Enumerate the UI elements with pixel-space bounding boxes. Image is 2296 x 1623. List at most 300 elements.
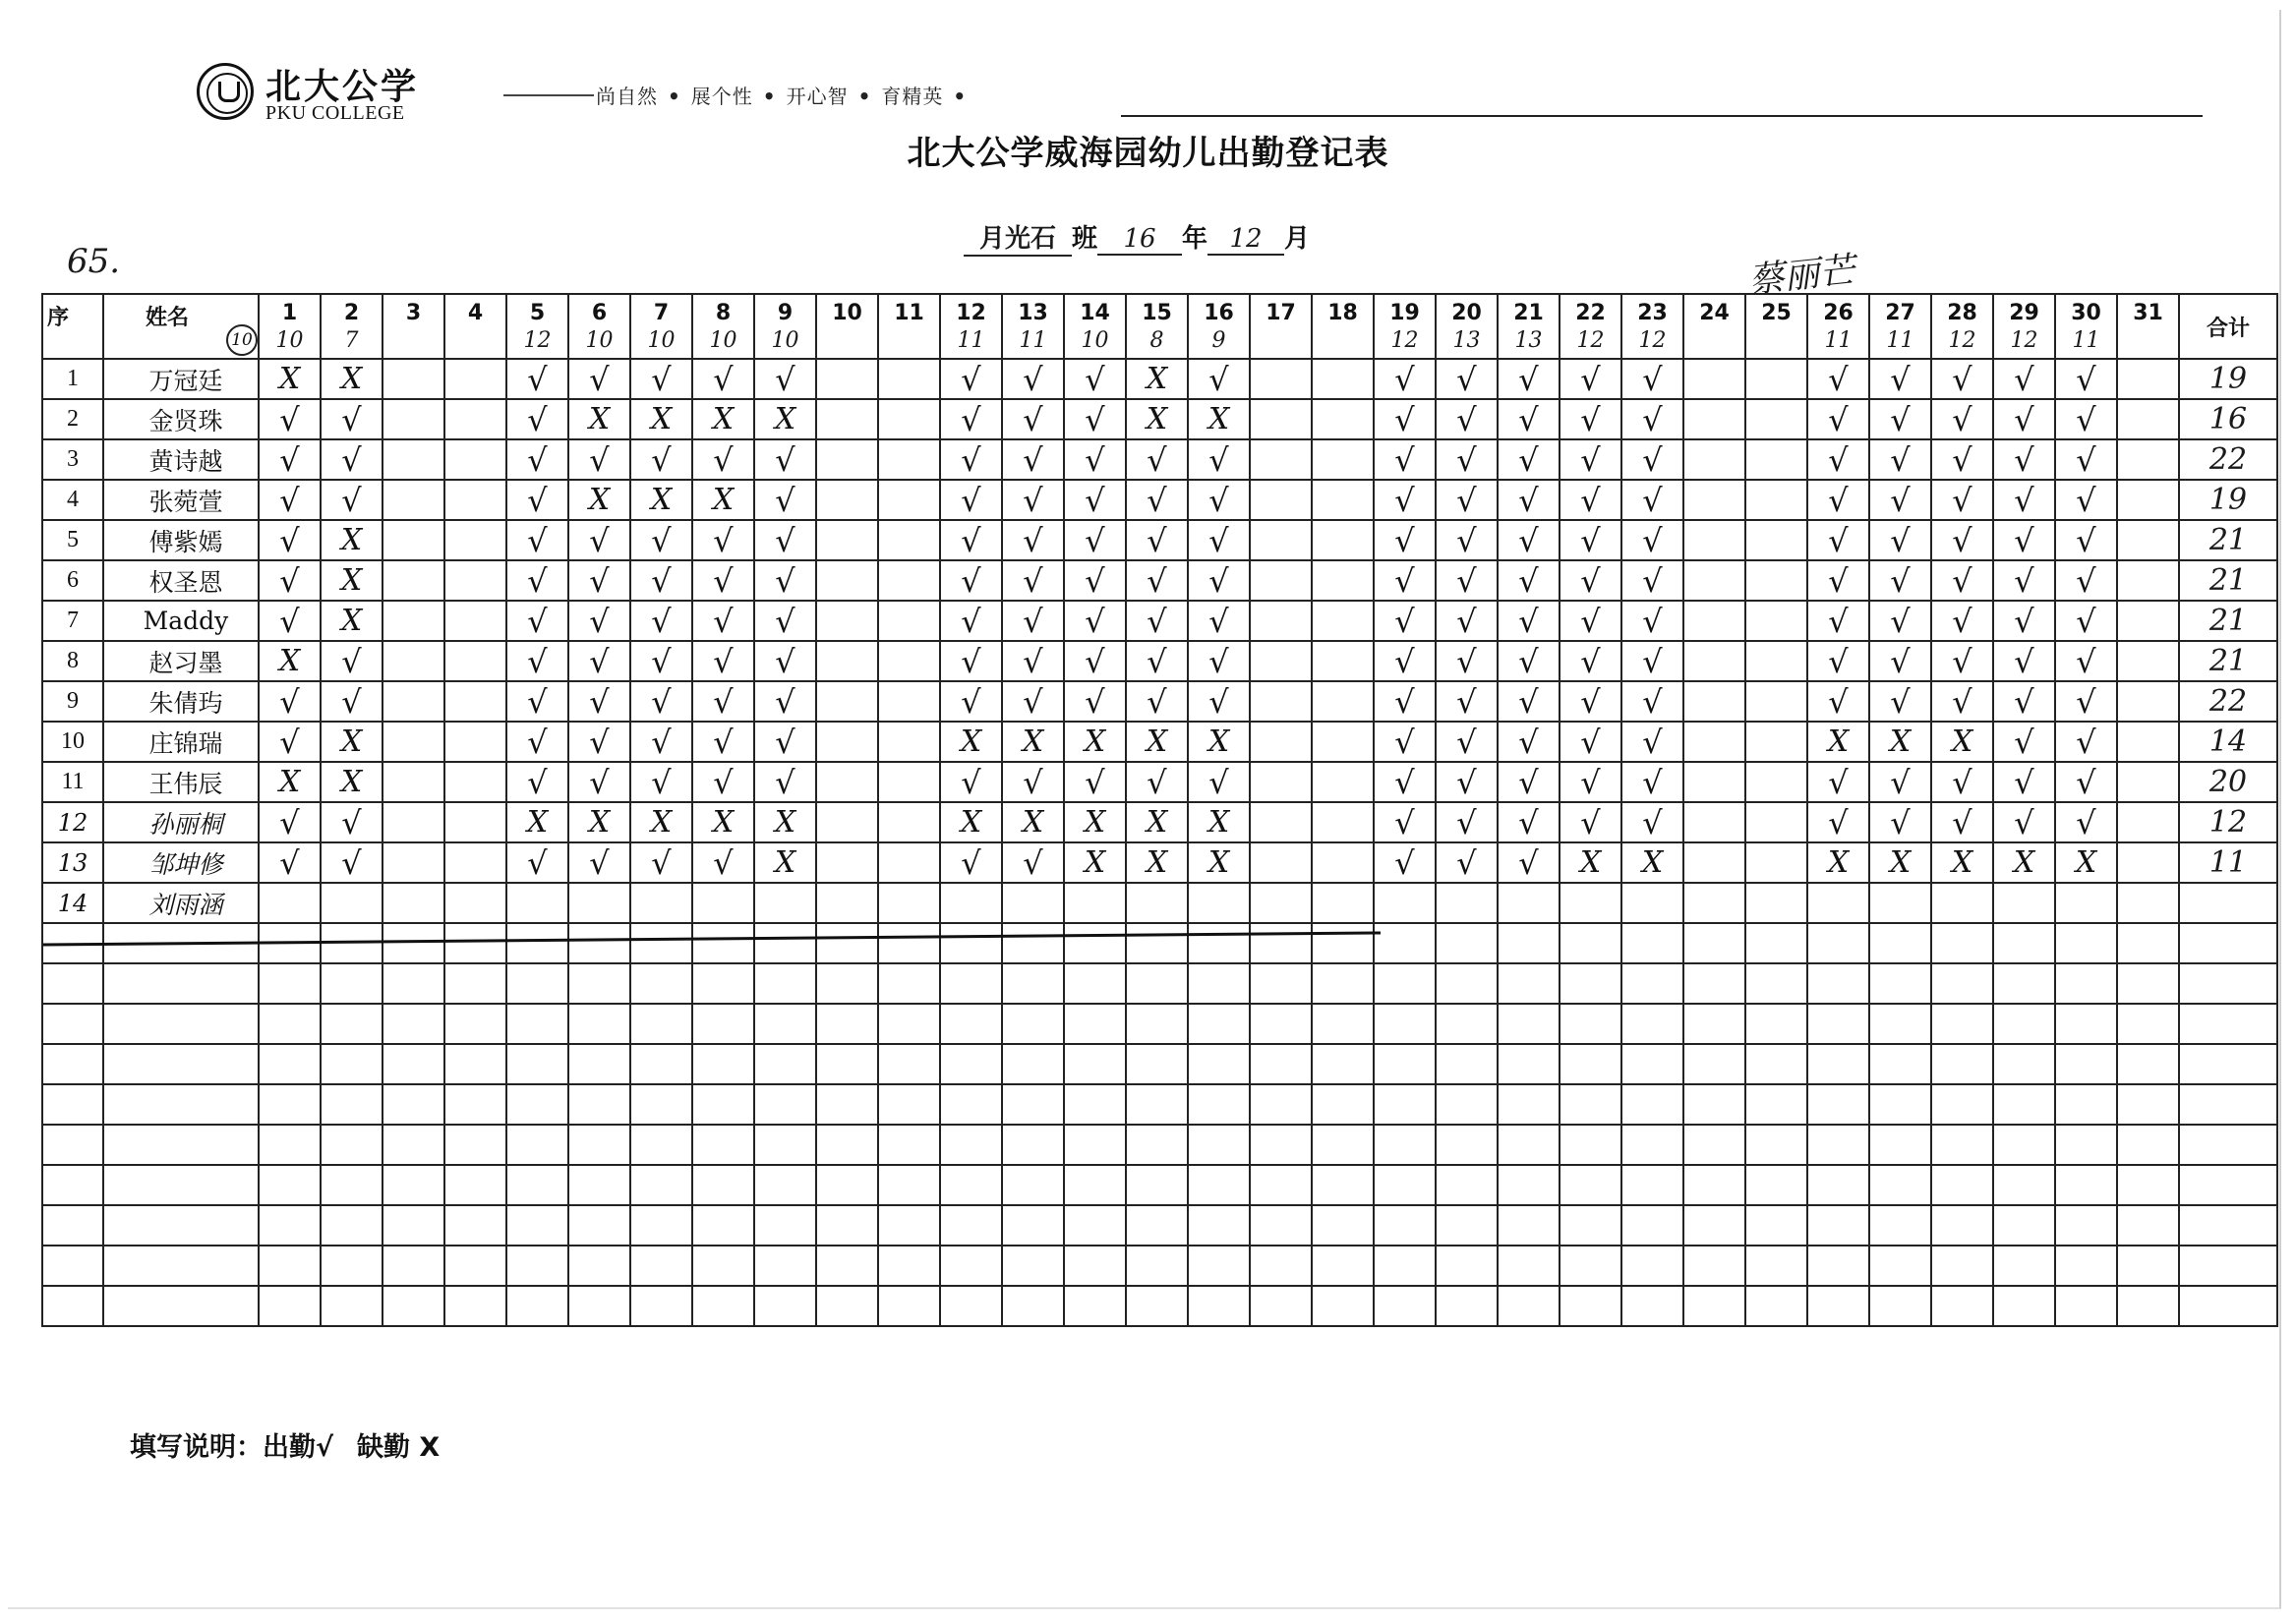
present-mark: √: [1394, 561, 1415, 600]
present-mark: √: [1085, 400, 1105, 438]
attendance-cell: [321, 480, 383, 520]
absent-mark: X: [1641, 844, 1664, 880]
absent-mark: X: [1889, 724, 1912, 759]
empty-table-row: [42, 1044, 2277, 1084]
attendance-cell: [444, 399, 506, 439]
empty-cell: [444, 923, 506, 963]
attendance-cell: [754, 560, 816, 601]
present-mark: √: [1828, 440, 1849, 479]
absent-mark: X: [340, 361, 363, 396]
attendance-cell: [1560, 601, 1621, 641]
empty-cell: [1002, 1246, 1064, 1286]
present-mark: √: [1085, 521, 1105, 559]
class-name: 月光石: [964, 218, 1072, 257]
empty-cell: [2117, 1165, 2179, 1205]
attendance-cell: [1498, 641, 1560, 681]
attendance-cell: [1869, 601, 1931, 641]
empty-cell: [1621, 1205, 1683, 1246]
empty-cell: [1498, 923, 1560, 963]
empty-cell: [2055, 923, 2117, 963]
present-mark: √: [775, 602, 795, 640]
present-mark: √: [1642, 561, 1663, 600]
present-mark: √: [713, 521, 734, 559]
empty-cell: [1745, 1286, 1807, 1326]
attendance-cell: [1869, 359, 1931, 399]
attendance-cell: [1002, 883, 1064, 923]
attendance-cell: [1126, 762, 1188, 802]
present-mark: √: [1208, 360, 1229, 398]
present-mark: √: [775, 561, 795, 600]
attendance-cell: [692, 560, 754, 601]
absent-mark: X: [278, 361, 301, 396]
empty-cell: [1993, 1044, 2055, 1084]
present-mark: √: [1147, 440, 1167, 479]
empty-cell: [1931, 1004, 1993, 1044]
attendance-cell: [506, 842, 568, 883]
attendance-cell: [383, 883, 444, 923]
attendance-cell: [444, 560, 506, 601]
absent-mark: X: [1022, 804, 1044, 840]
empty-cell: [2055, 1004, 2117, 1044]
attendance-cell: [1560, 641, 1621, 681]
attendance-cell: [1312, 681, 1374, 722]
day-header-cell: [1683, 294, 1745, 359]
attendance-cell: [816, 560, 878, 601]
absent-mark: X: [340, 522, 363, 557]
empty-cell: [321, 1084, 383, 1125]
absent-mark: X: [278, 764, 301, 799]
empty-cell: [1312, 1125, 1374, 1165]
student-name: 金贤珠: [103, 399, 259, 439]
day-header-cell: [383, 294, 444, 359]
absent-mark: X: [650, 482, 673, 517]
empty-cell: [1498, 1286, 1560, 1326]
attendance-cell: [816, 399, 878, 439]
attendance-cell: [1993, 601, 2055, 641]
attendance-cell: [2055, 641, 2117, 681]
attendance-cell: [2055, 842, 2117, 883]
present-mark: √: [1642, 602, 1663, 640]
day-header-cell: [878, 294, 940, 359]
attendance-cell: [1745, 883, 1807, 923]
empty-cell: [754, 1004, 816, 1044]
empty-cell: [321, 963, 383, 1004]
day-number: 19: [1389, 301, 1420, 325]
attendance-cell: [1560, 681, 1621, 722]
attendance-cell: [568, 399, 630, 439]
class-date-line: [964, 218, 1310, 257]
attendance-cell: [630, 560, 692, 601]
attendance-cell: [321, 520, 383, 560]
attendance-cell: [940, 399, 1002, 439]
day-attendance-count: 10: [275, 328, 304, 353]
present-mark: √: [1828, 400, 1849, 438]
attendance-cell: [816, 480, 878, 520]
attendance-cell: [1126, 601, 1188, 641]
attendance-cell: [1621, 520, 1683, 560]
attendance-cell: [1621, 399, 1683, 439]
empty-cell: [2055, 1044, 2117, 1084]
attendance-cell: [568, 842, 630, 883]
empty-cell: [1869, 1286, 1931, 1326]
attendance-cell: [630, 883, 692, 923]
empty-cell: [754, 1125, 816, 1165]
attendance-cell: [1436, 842, 1498, 883]
attendance-cell: [940, 520, 1002, 560]
attendance-cell: [1002, 601, 1064, 641]
day-header-cell: [2055, 294, 2117, 359]
student-name: 刘雨涵: [103, 883, 259, 923]
table-row: [42, 802, 2277, 842]
empty-cell: [1745, 1084, 1807, 1125]
empty-cell: [444, 1286, 506, 1326]
day-attendance-count: 10: [771, 328, 799, 353]
empty-cell: [1250, 1246, 1312, 1286]
attendance-cell: [1869, 641, 1931, 681]
present-mark: √: [775, 723, 795, 761]
attendance-cell: [1312, 883, 1374, 923]
empty-cell: [1931, 1246, 1993, 1286]
empty-cell: [2179, 1004, 2277, 1044]
attendance-cell: [1436, 722, 1498, 762]
attendance-cell: [940, 883, 1002, 923]
empty-cell: [42, 923, 103, 963]
empty-cell: [1683, 1205, 1745, 1246]
name-header-cell: [103, 294, 259, 359]
present-mark: √: [1394, 360, 1415, 398]
empty-cell: [1374, 1286, 1436, 1326]
attendance-cell: [1621, 480, 1683, 520]
attendance-cell: [321, 439, 383, 480]
attendance-cell: [754, 722, 816, 762]
day-attendance-count: 11: [957, 328, 985, 353]
attendance-cell: [1312, 399, 1374, 439]
present-mark: √: [961, 521, 981, 559]
attendance-cell: [1807, 480, 1869, 520]
attendance-cell: [1126, 641, 1188, 681]
present-mark: √: [1580, 763, 1601, 801]
present-mark: √: [961, 602, 981, 640]
empty-cell: [383, 1205, 444, 1246]
student-name: 黄诗越: [103, 439, 259, 480]
present-mark: √: [1890, 521, 1911, 559]
attendance-cell: [1374, 560, 1436, 601]
present-mark: √: [2014, 440, 2034, 479]
empty-cell: [1064, 1004, 1126, 1044]
attendance-cell: [1560, 883, 1621, 923]
seq-cell: 13: [42, 842, 103, 883]
present-mark: √: [961, 440, 981, 479]
empty-cell: [630, 1246, 692, 1286]
attendance-cell: [1807, 641, 1869, 681]
empty-cell: [692, 1004, 754, 1044]
empty-cell: [259, 963, 321, 1004]
attendance-cell: [444, 359, 506, 399]
empty-cell: [444, 963, 506, 1004]
absent-mark: X: [1022, 724, 1044, 759]
present-mark: √: [1580, 602, 1601, 640]
attendance-cell: [1250, 601, 1312, 641]
teacher-signature: 蔡丽芒: [1746, 250, 1857, 302]
attendance-cell: [754, 842, 816, 883]
attendance-cell: [1436, 641, 1498, 681]
absent-mark: X: [1084, 844, 1106, 880]
empty-cell: [692, 1165, 754, 1205]
empty-cell: [1683, 1286, 1745, 1326]
present-mark: √: [1394, 763, 1415, 801]
empty-cell: [383, 1125, 444, 1165]
empty-cell: [1560, 1246, 1621, 1286]
empty-cell: [692, 1246, 754, 1286]
table-row: [42, 842, 2277, 883]
empty-table-row: [42, 1004, 2277, 1044]
empty-cell: [940, 1125, 1002, 1165]
empty-cell: [2117, 1246, 2179, 1286]
empty-cell: [103, 1084, 259, 1125]
attendance-cell: [568, 641, 630, 681]
empty-cell: [1002, 1165, 1064, 1205]
day-header-cell: [1869, 294, 1931, 359]
total-header-cell: [2179, 294, 2277, 359]
present-mark: √: [1580, 682, 1601, 721]
slogan-item: 尚自然: [596, 85, 658, 108]
seq-cell: 1: [42, 359, 103, 399]
present-mark: √: [1890, 763, 1911, 801]
empty-cell: [1064, 1286, 1126, 1326]
empty-cell: [1188, 1044, 1250, 1084]
attendance-cell: [1807, 883, 1869, 923]
day-header-cell: [754, 294, 816, 359]
attendance-cell: [1931, 722, 1993, 762]
attendance-cell: [940, 560, 1002, 601]
present-mark: √: [1394, 602, 1415, 640]
present-mark: √: [341, 400, 362, 438]
attendance-cell: [878, 641, 940, 681]
day-attendance-count: 10: [1081, 328, 1109, 353]
attendance-cell: [940, 722, 1002, 762]
attendance-cell: [1869, 681, 1931, 722]
day-number: 29: [2009, 301, 2039, 325]
present-mark: √: [651, 723, 672, 761]
empty-cell: [2179, 923, 2277, 963]
empty-cell: [506, 1125, 568, 1165]
attendance-cell: [1683, 762, 1745, 802]
absent-mark: X: [1146, 724, 1168, 759]
present-mark: √: [1580, 400, 1601, 438]
attendance-cell: [1931, 439, 1993, 480]
attendance-cell: [1807, 601, 1869, 641]
attendance-cell: [1374, 883, 1436, 923]
day-header-cell: [1188, 294, 1250, 359]
empty-cell: [2117, 1125, 2179, 1165]
present-mark: √: [1518, 723, 1539, 761]
empty-cell: [506, 1004, 568, 1044]
attendance-cell: [1250, 883, 1312, 923]
present-mark: √: [527, 723, 548, 761]
attendance-cell: [878, 439, 940, 480]
attendance-cell: [1683, 480, 1745, 520]
absent-mark: X: [340, 764, 363, 799]
attendance-cell: [1931, 681, 1993, 722]
present-mark: √: [775, 521, 795, 559]
empty-cell: [1931, 1084, 1993, 1125]
attendance-cell: [1560, 520, 1621, 560]
present-mark: √: [1208, 440, 1229, 479]
present-mark: √: [589, 440, 610, 479]
attendance-cell: [259, 722, 321, 762]
attendance-cell: [754, 601, 816, 641]
empty-cell: [444, 1044, 506, 1084]
attendance-cell: [2055, 399, 2117, 439]
absent-mark: X: [1146, 361, 1168, 396]
student-name: 张菀萱: [103, 480, 259, 520]
present-mark: √: [279, 521, 300, 559]
present-mark: √: [1085, 763, 1105, 801]
attendance-cell: [1869, 520, 1931, 560]
instructions-absent: 缺勤 X: [357, 1432, 441, 1463]
attendance-cell: [444, 601, 506, 641]
empty-cell: [1560, 1125, 1621, 1165]
present-mark: √: [651, 440, 672, 479]
day-attendance-count: 11: [1886, 328, 1914, 353]
attendance-cell: [1807, 560, 1869, 601]
empty-cell: [1745, 1246, 1807, 1286]
attendance-cell: [1374, 762, 1436, 802]
attendance-cell: [1002, 439, 1064, 480]
attendance-cell: [1683, 560, 1745, 601]
attendance-cell: [2117, 802, 2179, 842]
attendance-cell: [940, 601, 1002, 641]
present-mark: √: [1147, 642, 1167, 680]
present-mark: √: [961, 843, 981, 882]
empty-cell: [568, 923, 630, 963]
attendance-cell: [1621, 601, 1683, 641]
present-mark: √: [1394, 481, 1415, 519]
attendance-cell: [568, 681, 630, 722]
empty-cell: [42, 963, 103, 1004]
attendance-cell: [2117, 681, 2179, 722]
empty-cell: [1621, 1246, 1683, 1286]
empty-cell: [940, 1205, 1002, 1246]
empty-cell: [816, 1286, 878, 1326]
attendance-cell: [2117, 641, 2179, 681]
empty-cell: [1436, 1044, 1498, 1084]
present-mark: √: [1023, 481, 1043, 519]
empty-cell: [1621, 1125, 1683, 1165]
attendance-cell: [1188, 681, 1250, 722]
day-number: 30: [2071, 301, 2101, 325]
attendance-cell: [1188, 520, 1250, 560]
empty-cell: [1560, 1004, 1621, 1044]
attendance-cell: [444, 722, 506, 762]
attendance-cell: [1312, 520, 1374, 560]
attendance-cell: [259, 641, 321, 681]
empty-cell: [1312, 1246, 1374, 1286]
empty-cell: [1126, 1125, 1188, 1165]
attendance-cell: [1993, 641, 2055, 681]
present-mark: √: [1456, 642, 1477, 680]
empty-cell: [754, 1084, 816, 1125]
absent-mark: X: [774, 804, 796, 840]
empty-cell: [1002, 923, 1064, 963]
empty-cell: [1250, 1004, 1312, 1044]
present-mark: √: [527, 521, 548, 559]
present-mark: √: [589, 521, 610, 559]
attendance-cell: [1621, 842, 1683, 883]
attendance-cell: [630, 681, 692, 722]
attendance-cell: [1002, 399, 1064, 439]
present-mark: √: [713, 763, 734, 801]
attendance-cell: [692, 762, 754, 802]
day-number: 8: [715, 301, 732, 325]
attendance-cell: [816, 883, 878, 923]
empty-cell: [630, 1004, 692, 1044]
empty-cell: [1869, 1125, 1931, 1165]
seq-cell: 14: [42, 883, 103, 923]
attendance-cell: [444, 520, 506, 560]
present-mark: √: [775, 682, 795, 721]
empty-cell: [1807, 1165, 1869, 1205]
attendance-cell: [1126, 883, 1188, 923]
empty-cell: [1745, 963, 1807, 1004]
empty-cell: [1002, 1205, 1064, 1246]
present-mark: √: [1023, 602, 1043, 640]
empty-cell: [878, 963, 940, 1004]
attendance-cell: [506, 359, 568, 399]
present-mark: √: [589, 682, 610, 721]
attendance-cell: [1188, 439, 1250, 480]
attendance-cell: [1188, 842, 1250, 883]
header-rule: [1121, 115, 2203, 117]
table-row: [42, 560, 2277, 601]
empty-cell: [1560, 1165, 1621, 1205]
day-number: 15: [1142, 301, 1172, 325]
empty-cell: [630, 1044, 692, 1084]
empty-cell: [1560, 1286, 1621, 1326]
empty-cell: [444, 1205, 506, 1246]
present-mark: √: [651, 763, 672, 801]
empty-cell: [1807, 1286, 1869, 1326]
present-mark: √: [279, 843, 300, 882]
day-header-cell: [568, 294, 630, 359]
empty-cell: [42, 1165, 103, 1205]
empty-cell: [506, 963, 568, 1004]
attendance-cell: [1436, 883, 1498, 923]
attendance-cell: [816, 802, 878, 842]
attendance-cell: [1064, 883, 1126, 923]
present-mark: √: [1208, 763, 1229, 801]
school-seal-icon: [197, 63, 254, 120]
empty-cell: [1560, 923, 1621, 963]
empty-cell: [2117, 1004, 2179, 1044]
empty-cell: [2179, 1205, 2277, 1246]
seq-cell: 4: [42, 480, 103, 520]
absent-mark: X: [1207, 844, 1230, 880]
present-mark: √: [1023, 763, 1043, 801]
attendance-cell: [1002, 641, 1064, 681]
empty-cell: [321, 1205, 383, 1246]
present-mark: √: [961, 481, 981, 519]
empty-cell: [103, 1246, 259, 1286]
row-total: 20: [2179, 762, 2277, 802]
attendance-cell: [1807, 359, 1869, 399]
present-mark: √: [961, 360, 981, 398]
seq-cell: 11: [42, 762, 103, 802]
empty-cell: [630, 1125, 692, 1165]
attendance-cell: [568, 762, 630, 802]
present-mark: √: [527, 682, 548, 721]
table-row: [42, 722, 2277, 762]
